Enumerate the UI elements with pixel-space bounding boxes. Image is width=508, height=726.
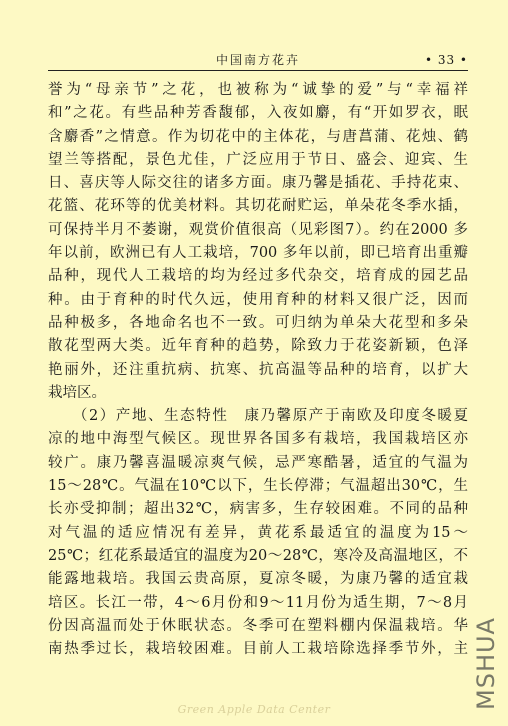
text-line: 散花型两大类。近年育种的趋势，除致力于花姿新颖，色泽	[48, 338, 468, 355]
text-line: 栽培区。	[48, 384, 106, 401]
text-line: 可保持半月不萎谢，观赏价值很高（见彩图7）。约在2000 多	[48, 221, 468, 238]
text-line: （2）产地、生态特性 康乃馨原产于南欧及印度冬暖夏	[48, 408, 468, 425]
text-line: 15～28℃。气温在10℃以下，生长停滞；气温超出30℃，生	[48, 478, 468, 495]
text-line: 能露地栽培。我国云贵高原，夏凉冬暖，为康乃馨的适宜栽	[48, 571, 468, 588]
body-text	[48, 79, 468, 661]
text-line: 份因高温而处于休眠状态。冬季可在塑料棚内保温栽培。华	[48, 617, 468, 634]
running-header-title: 中国南方花卉	[215, 53, 300, 67]
text-line: 日、喜庆等人际交往的诸多方面。康乃馨是插花、手持花束、	[48, 175, 468, 192]
text-line: 花篮、花环等的优美材料。其切花耐贮运，单朵花冬季水插，	[48, 198, 468, 215]
text-line: 誉为“母亲节”之花，也被称为“诚挚的爱”与“幸福祥	[48, 82, 468, 98]
side-logo: MSHUA	[472, 617, 500, 710]
text-line: 凉的地中海型气候区。现世界各国多有栽培，我国栽培区亦	[48, 431, 468, 448]
text-line: 培区。长江一带，4～6月份和9～11月份为适生期，7～8月	[48, 594, 468, 611]
running-header	[48, 50, 468, 70]
text-line: 长亦受抑制；超出32℃，病害多，生存较困难。不同的品种	[48, 501, 468, 518]
text-line: 望兰等搭配，景色尤佳，广泛应用于节日、盛会、迎宾、生	[48, 151, 468, 168]
text-line: 对气温的适应情况有差异，黄花系最适宜的温度为15～	[48, 524, 468, 541]
text-line: 艳丽外，还注重抗病、抗寒、抗高温等品种的培育，以扩大	[48, 361, 468, 378]
text-line: 南热季过长，栽培较困难。目前人工栽培除选择季节外，主	[48, 641, 468, 658]
text-line: 和”之花。有些品种芳香馥郁，入夜如麝，有“开如罗衣，眠	[48, 105, 468, 122]
text-line: 品种，现代人工栽培的均为经过多代杂交，培育成的园艺品	[48, 268, 468, 285]
text-line: 含麝香”之情意。作为切花中的主体花，与唐菖蒲、花烛、鹤	[48, 128, 468, 145]
text-line: 品种极多，各地命名也不一致。可归纳为单朵大花型和多朵	[48, 314, 468, 331]
text-line: 25℃；红花系最适宜的温度为20～28℃，寒冷及高温地区，不	[48, 547, 468, 564]
page-number: • 33 •	[424, 53, 468, 67]
header-rule	[48, 70, 468, 71]
text-line: 较广。康乃馨喜温暖凉爽气候，忌严寒酷暑，适宜的气温为	[48, 454, 468, 471]
text-line: 年以前，欧洲已有人工栽培，700 多年以前，即已培育出重瓣	[48, 245, 468, 262]
watermark: Green Apple Data Center	[177, 703, 331, 716]
text-line: 种。由于育种的时代久远，使用育种的材料又很广泛，因而	[48, 291, 468, 308]
